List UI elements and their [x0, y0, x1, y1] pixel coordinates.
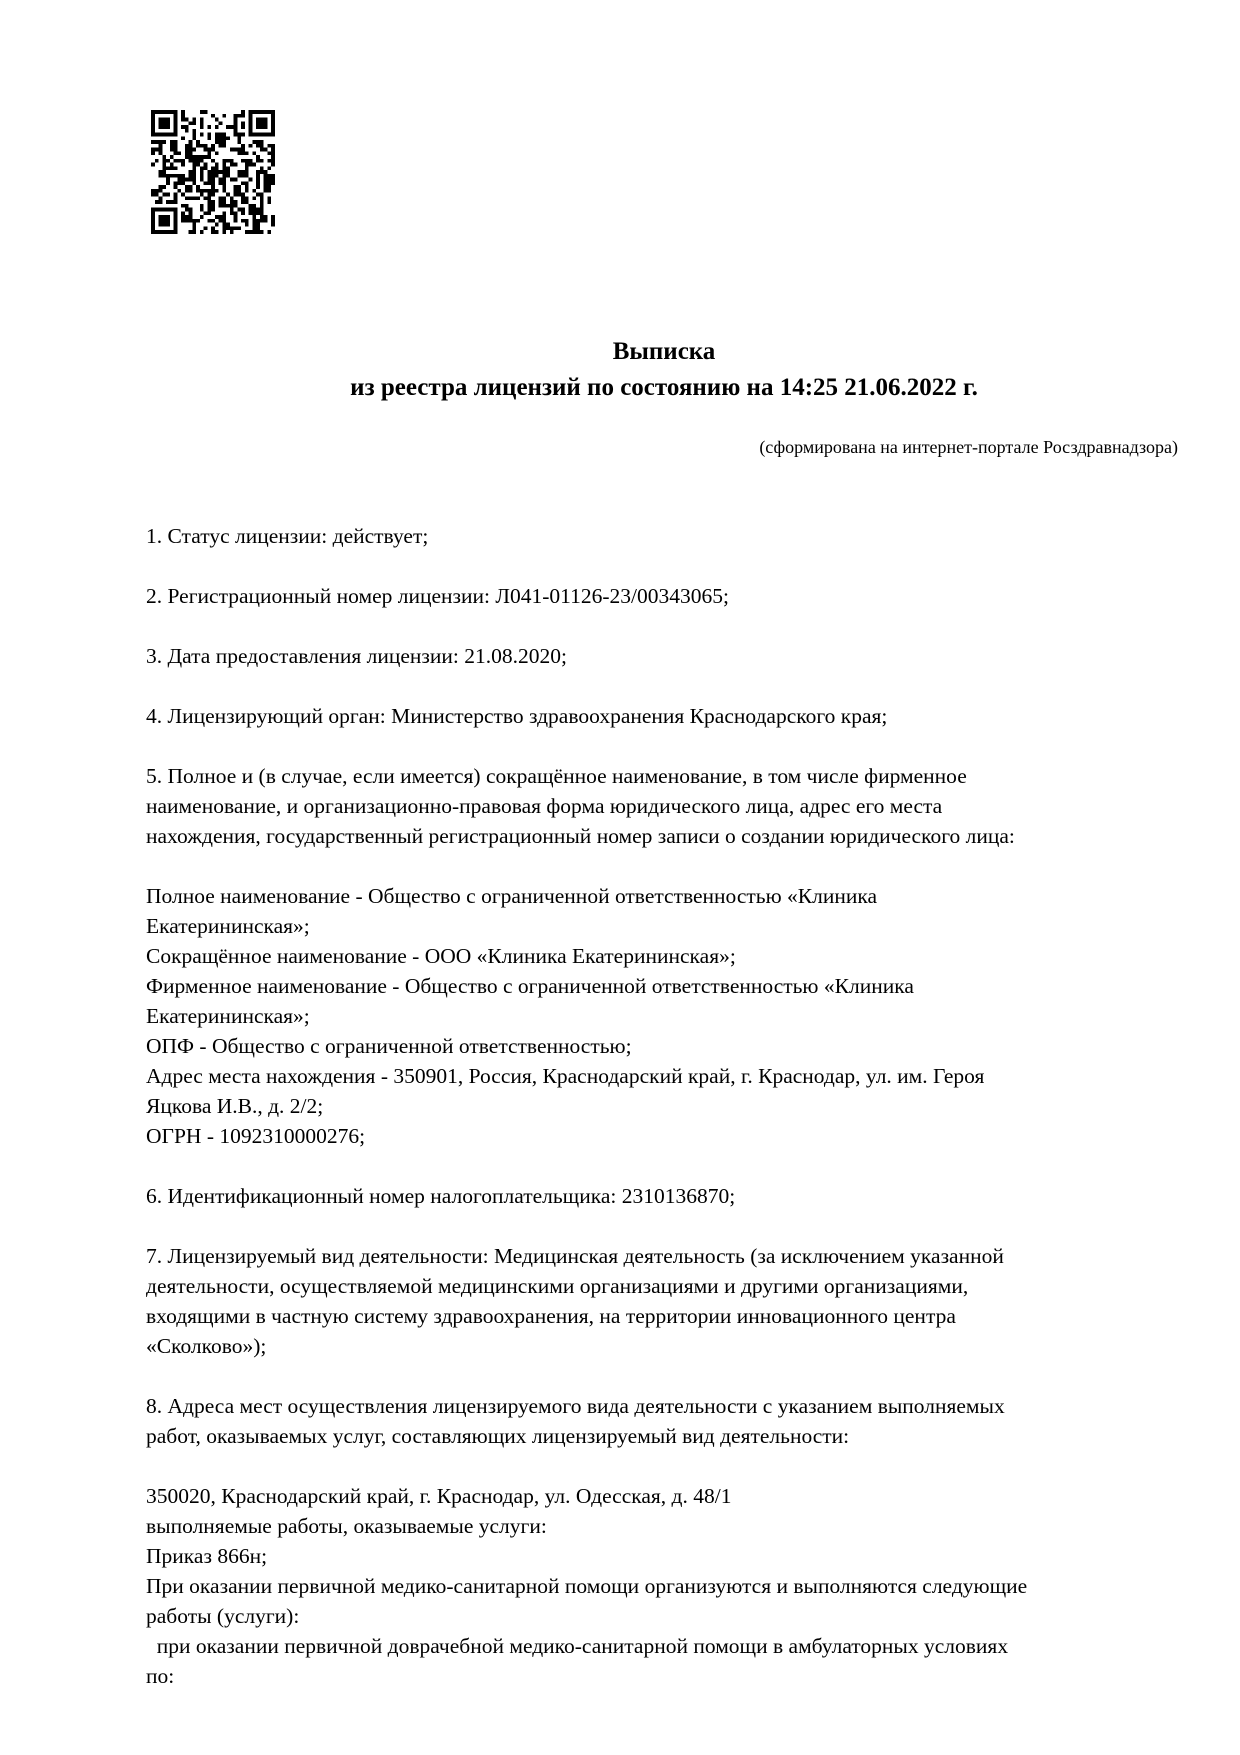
text-line: деятельности, осуществляемой медицинскими организациями и другими организациями,: [146, 1274, 969, 1298]
paragraph: [146, 581, 1176, 611]
text-line: работ, оказываемых услуг, составляющих лицензируемый вид деятельности:: [146, 1424, 850, 1448]
source-note: (сформирована на интернет-портале Росздравнадзора): [759, 437, 1178, 457]
document-title: Выписка: [612, 338, 716, 365]
text-line: выполняемые работы, оказываемые услуги:: [146, 1514, 547, 1538]
paragraph: [146, 1481, 1176, 1691]
text-line: 5. Полное и (в случае, если имеется) сокращённое наименование, в том числе фирменное: [146, 764, 967, 788]
text-line: нахождения, государственный регистрационный номер записи о создании юридического лица:: [146, 824, 1015, 848]
paragraph: [146, 761, 1176, 851]
text-line: Фирменное наименование - Общество с ограниченной ответственностью «Клиника: [146, 974, 914, 998]
text-line: 350020, Краснодарский край, г. Краснодар, ул. Одесская, д. 48/1: [146, 1484, 732, 1508]
text-line: входящими в частную систему здравоохранения, на территории инновационного центра: [146, 1304, 956, 1328]
text-line: 3. Дата предоставления лицензии: 21.08.2020;: [146, 644, 567, 668]
text-line: Яцкова И.В., д. 2/2;: [146, 1094, 324, 1118]
text-line: Сокращённое наименование - ООО «Клиника Екатерининская»;: [146, 944, 736, 968]
text-line: ОГРН - 1092310000276;: [146, 1124, 366, 1148]
paragraph: [146, 881, 1176, 1151]
paragraph: [146, 701, 1176, 731]
text-line: Приказ 866н;: [146, 1544, 268, 1568]
text-line: наименование, и организационно-правовая форма юридического лица, адрес его места: [146, 794, 943, 818]
text-line: 8. Адреса мест осуществления лицензируемого вида деятельности с указанием выполняемых: [146, 1394, 1005, 1418]
text-line: Екатерининская»;: [146, 1004, 310, 1028]
paragraph: [146, 1181, 1176, 1211]
text-line: Полное наименование - Общество с ограниченной ответственностью «Клиника: [146, 884, 878, 908]
text-line: Екатерининская»;: [146, 914, 310, 938]
text-line: по:: [146, 1664, 175, 1688]
text-line: ОПФ - Общество с ограниченной ответственностью;: [146, 1034, 632, 1058]
text-line: При оказании первичной медико-санитарной помощи организуются и выполняются следующие: [146, 1574, 1028, 1598]
paragraph: [146, 1391, 1176, 1451]
text-line: Адрес места нахождения - 350901, Россия, Краснодарский край, г. Краснодар, ул. им. Героя: [146, 1064, 985, 1088]
text-line: 7. Лицензируемый вид деятельности: Медицинская деятельность (за исключением указанной: [146, 1244, 1004, 1268]
text-line: 2. Регистрационный номер лицензии: Л041-01126-23/00343065;: [146, 584, 729, 608]
paragraph: [146, 521, 1176, 551]
paragraph: [146, 641, 1176, 671]
text-line: 1. Статус лицензии: действует;: [146, 524, 429, 548]
document-subtitle: из реестра лицензий по состоянию на 14:25 21.06.2022 г.: [350, 374, 978, 401]
text-line: при оказании первичной доврачебной медико-санитарной помощи в амбулаторных условиях: [146, 1634, 1009, 1658]
paragraph: [146, 1241, 1176, 1361]
document-body: [146, 521, 1176, 1721]
text-line: «Сколково»);: [146, 1334, 267, 1358]
text-line: 6. Идентификационный номер налогоплательщика: 2310136870;: [146, 1184, 736, 1208]
qr-code-icon: [151, 110, 275, 234]
text-line: работы (услуги):: [146, 1604, 300, 1628]
text-line: 4. Лицензирующий орган: Министерство здравоохранения Краснодарского края;: [146, 704, 888, 728]
